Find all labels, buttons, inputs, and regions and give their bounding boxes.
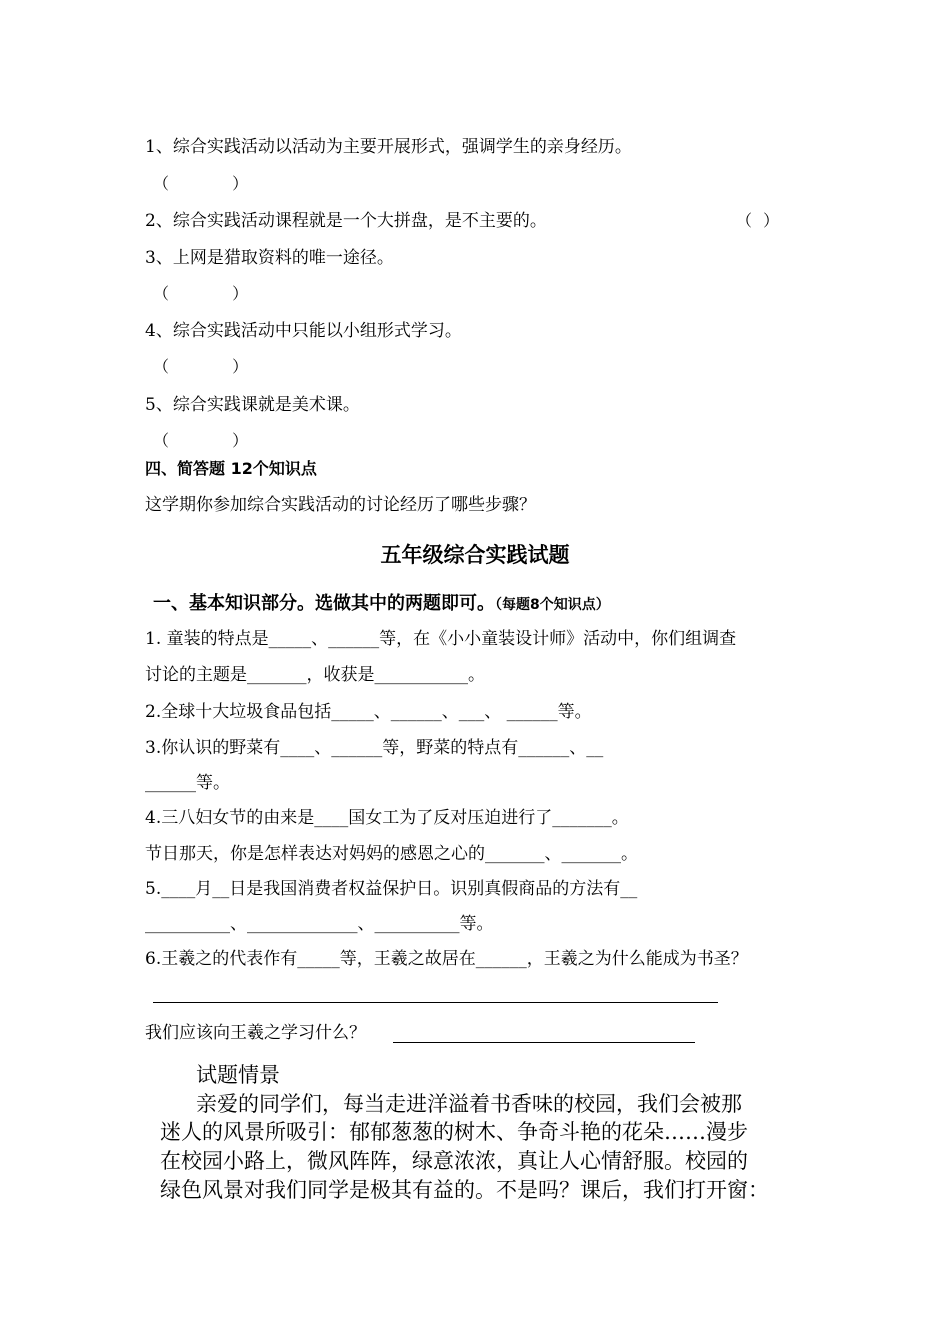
scenario-line-1: 亲爱的同学们，每当走进洋溢着书香味的校园，我们会被那 [196,1092,742,1116]
judgment-q2: 2、综合实践活动课程就是一个大拼盘，是不主要的。 [145,211,547,231]
learn-question: 我们应该向王羲之学习什么？ [145,1023,366,1043]
section1-heading [153,592,610,617]
scenario-line-3: 在校园小路上，微风阵阵，绿意浓浓，真让人心情舒服。校园的 [160,1149,748,1173]
section1-note: （每题8个知识点） [495,597,610,613]
fill-line-5: ______等。 [145,773,230,793]
short-answer-question: 这学期你参加综合实践活动的讨论经历了哪些步骤？ [145,495,536,515]
scenario-line-2: 迷人的风景所吸引：郁郁葱葱的树木、争奇斗艳的花朵……漫步 [160,1120,748,1144]
answer-paren-q4: （ ） [153,357,249,376]
fill-line-9: __________、_____________、__________等。 [145,914,494,934]
exam-title: 五年级综合实践试题 [380,543,570,567]
answer-paren-q2: （ ） [736,211,780,230]
judgment-q3: 3、上网是猎取资料的唯一途径。 [145,248,394,268]
fill-line-8: 5.____月__日是我国消费者权益保护日。识别真假商品的方法有__ [145,879,638,899]
answer-underline [153,1002,718,1003]
answer-paren-q5: （ ） [153,431,249,450]
judgment-q5: 5、综合实践课就是美术课。 [145,395,360,415]
answer-paren-q1: （ ） [153,174,249,193]
fill-line-4: 3.你认识的野菜有____、______等，野菜的特点有______、__ [145,738,604,758]
scenario-line-4: 绿色风景对我们同学是极其有益的。不是吗？课后，我们打开窗： [160,1178,769,1202]
fill-line-7: 节日那天，你是怎样表达对妈妈的感恩之心的_______、_______。 [145,844,638,864]
judgment-q1: 1、综合实践活动以活动为主要开展形式，强调学生的亲身经历。 [145,137,632,157]
fill-line-3: 2.全球十大垃圾食品包括_____、______、___、 ______等。 [145,702,592,722]
fill-line-6: 4.三八妇女节的由来是____国女工为了反对压迫进行了_______。 [145,808,629,828]
fill-line-1: 1. 童装的特点是_____、______等，在《小小童装设计师》活动中，你们组调查 [145,629,737,649]
learn-answer-underline [393,1042,695,1043]
answer-paren-q3: （ ） [153,284,249,303]
short-answer-heading: 四、简答题 12个知识点 [145,459,317,478]
fill-line-10: 6.王羲之的代表作有_____等，王羲之故居在______，王羲之为什么能成为书圣？ [145,949,748,969]
section1-heading-text: 一、基本知识部分。选做其中的两题即可。 [153,593,495,614]
scenario-heading: 试题情景 [196,1063,280,1087]
fill-line-2: 讨论的主题是_______，收获是___________。 [145,665,485,685]
judgment-q4: 4、综合实践活动中只能以小组形式学习。 [145,321,462,341]
